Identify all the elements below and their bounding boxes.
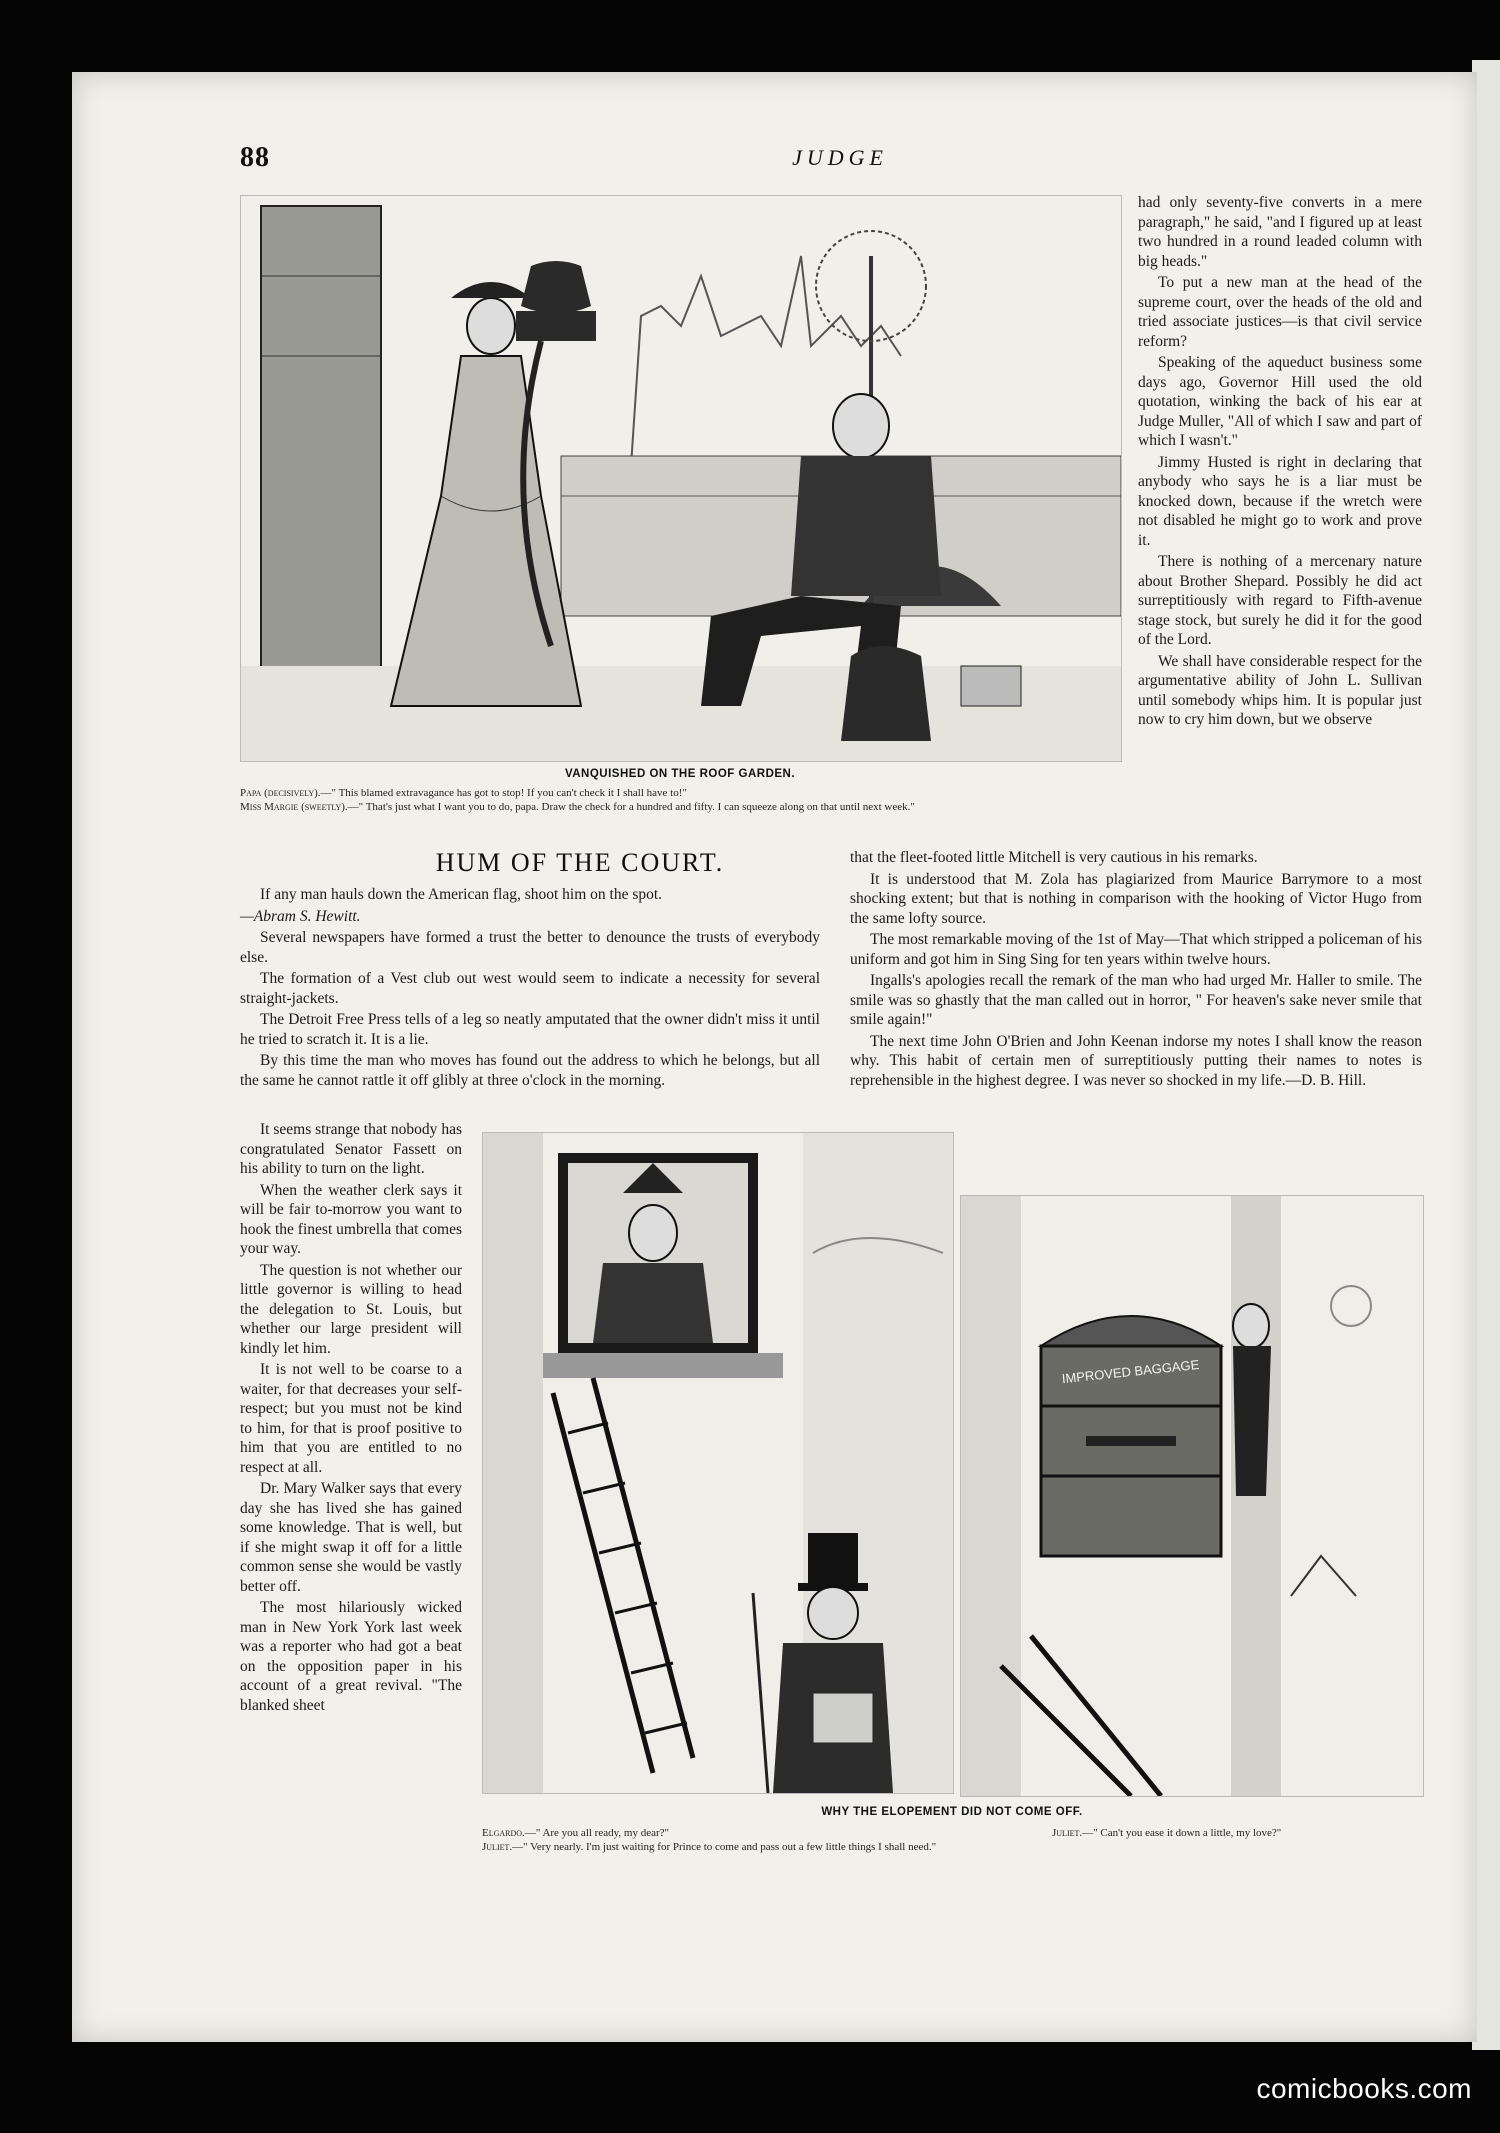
narrow-paragraph: It seems strange that nobody has congratulated Senator Fassett on his ability to turn on the light. bbox=[240, 1121, 462, 1177]
juliet-dialogue-2: —" Can't you ease it down a little, my love?" bbox=[1082, 1827, 1282, 1839]
article-quote: If any man hauls down the American flag, shoot him on the spot. bbox=[260, 886, 663, 903]
article-paragraph: that the fleet-footed little Mitchell is very cautious in his remarks. bbox=[850, 849, 1258, 866]
narrow-paragraph: Dr. Mary Walker says that every day she has lived she has gained some knowledge. That is well, but if she might swap it off for a little common sense she would be vastly better off. bbox=[240, 1480, 462, 1595]
elgardo-dialogue: —" Are you all ready, my dear?" bbox=[524, 1827, 669, 1839]
speaker-juliet: Juliet. bbox=[482, 1841, 513, 1853]
watermark-text: comicbooks.com bbox=[1256, 2073, 1472, 2104]
elopement-panel-left bbox=[482, 1132, 954, 1794]
elopement-panel-right bbox=[960, 1195, 1424, 1797]
article-paragraph: The next time John O'Brien and John Keenan indorse my notes I shall know the reason why. This habit of certain men of surreptitiously putting their names to notes is reprehensible in the highest degree. I was never so shocked in my life.—D. B. Hill. bbox=[850, 1032, 1422, 1089]
top-cartoon-dialogue bbox=[240, 786, 1120, 814]
article-paragraph: The formation of a Vest club out west would seem to indicate a necessity for several straight-jackets. bbox=[240, 970, 820, 1007]
top-cartoon-line-2 bbox=[240, 800, 1120, 814]
article-right-column bbox=[850, 848, 1422, 1092]
elgardo-line bbox=[482, 1826, 962, 1840]
speaker-papa: Papa (decisively). bbox=[240, 787, 321, 799]
roof-garden-illustration bbox=[240, 195, 1122, 762]
article-paragraph: It is understood that M. Zola has plagiarized from Maurice Barrymore to a most shocking extent; but that is nothing in comparison with the hooking of Victor Hugo from the same lofty source. bbox=[850, 870, 1422, 927]
elopement-right-drawing bbox=[961, 1196, 1423, 1796]
article-left-column bbox=[240, 885, 820, 1092]
narrow-paragraph: When the weather clerk says it will be fair to-morrow you want to hook the finest umbrella that comes your way. bbox=[240, 1181, 462, 1257]
right-paragraph: We shall have considerable respect for the argumentative ability of John L. Sullivan until somebody whips him. It is popular just now to cry him down, but we observe bbox=[1138, 652, 1422, 728]
trunk-label: IMPROVED BAGGAGE bbox=[1061, 1356, 1200, 1387]
bottom-cartoon-title: WHY THE ELOPEMENT DID NOT COME OFF. bbox=[821, 1806, 1083, 1818]
bottom-cartoon-right-dialogue bbox=[1052, 1826, 1422, 1840]
narrow-paragraph: The question is not whether our little governor is willing to head the delegation to St. Louis, but whether our large president will kindly let him. bbox=[240, 1261, 462, 1357]
roof-garden-drawing bbox=[241, 196, 1121, 761]
page-number: 88 bbox=[240, 142, 270, 173]
article-paragraph: The Detroit Free Press tells of a leg so neatly amputated that the owner didn't miss it until he tried to scratch it. It is a lie. bbox=[240, 1011, 820, 1048]
top-cartoon-line-1 bbox=[240, 786, 1120, 800]
top-cartoon-title: VANQUISHED ON THE ROOF GARDEN. bbox=[564, 768, 796, 780]
bottom-cartoon-left-dialogue bbox=[482, 1826, 962, 1854]
juliet-dialogue-1: —" Very nearly. I'm just waiting for Prince to come and pass out a few little things I shall need." bbox=[512, 1841, 937, 1853]
speaker-miss-margie: Miss Margie (sweetly). bbox=[240, 801, 348, 813]
speaker-juliet: Juliet. bbox=[1052, 1827, 1083, 1839]
article-paragraph: The most remarkable moving of the 1st of May—That which stripped a policeman of his uniform and got him in Sing Sing for ten years within twelve hours. bbox=[850, 931, 1422, 968]
narrow-paragraph: It is not well to be coarse to a waiter, for that decreases your self-respect; but you must not be kind to him, for that is proof positive to him that you are entitled to no respect at all. bbox=[240, 1361, 462, 1476]
elopement-left-drawing bbox=[483, 1133, 953, 1793]
article-heading: HUM OF THE COURT. bbox=[435, 848, 725, 877]
speaker-elgardo: Elgardo. bbox=[482, 1827, 525, 1839]
right-paragraph: There is nothing of a mercenary nature about Brother Shepard. Possibly he did act surreptitiously with regard to Fifth-avenue stage stock, but surely he did it for the good of the Lord. bbox=[1138, 553, 1422, 648]
article-paragraph: By this time the man who moves has found out the address to which he belongs, but all the same he cannot rattle it off glibly at three o'clock in the morning. bbox=[240, 1052, 820, 1089]
article-paragraph: Several newspapers have formed a trust the better to denounce the trusts of everybody else. bbox=[240, 929, 820, 966]
right-paragraph: had only seventy-five converts in a mere paragraph," he said, "and I figured up at least two hundred in a round leaded column with big heads." bbox=[1138, 194, 1422, 270]
narrow-paragraph: The most hilariously wicked man in New York York last week was a reporter who had got a beat on the opposition paper in his account of a great revival. "The blanked sheet bbox=[240, 1599, 462, 1714]
right-column-text bbox=[1138, 193, 1422, 732]
masthead-title: JUDGE bbox=[792, 145, 888, 170]
right-paragraph: Speaking of the aqueduct business some days ago, Governor Hill used the old quotation, winking the back of his ear at Judge Muller, "All of which I saw and part of which I wasn't." bbox=[1138, 354, 1422, 449]
quote-attribution: —Abram S. Hewitt. bbox=[240, 907, 361, 925]
juliet-line-1 bbox=[482, 1840, 962, 1854]
article-paragraph: Ingalls's apologies recall the remark of the man who had urged Mr. Haller to smile. The smile was so ghastly that the man called out in horror, " For heaven's sake never smile that smile again!" bbox=[850, 972, 1422, 1028]
margie-dialogue: —" That's just what I want you to do, papa. Draw the check for a hundred and fifty. I can squeeze along on that until next week." bbox=[347, 801, 915, 813]
article-narrow-column bbox=[240, 1120, 462, 1717]
papa-dialogue: —" This blamed extravagance has got to stop! If you can't check it I shall have to!" bbox=[320, 787, 687, 799]
right-paragraph: To put a new man at the head of the supreme court, over the heads of the old and tried associate justices—is that civil service reform? bbox=[1138, 274, 1422, 350]
right-paragraph: Jimmy Husted is right in declaring that anybody who says he is a liar must be knocked down, because if the wretch were not disabled he might go to work and prove it. bbox=[1138, 453, 1422, 549]
